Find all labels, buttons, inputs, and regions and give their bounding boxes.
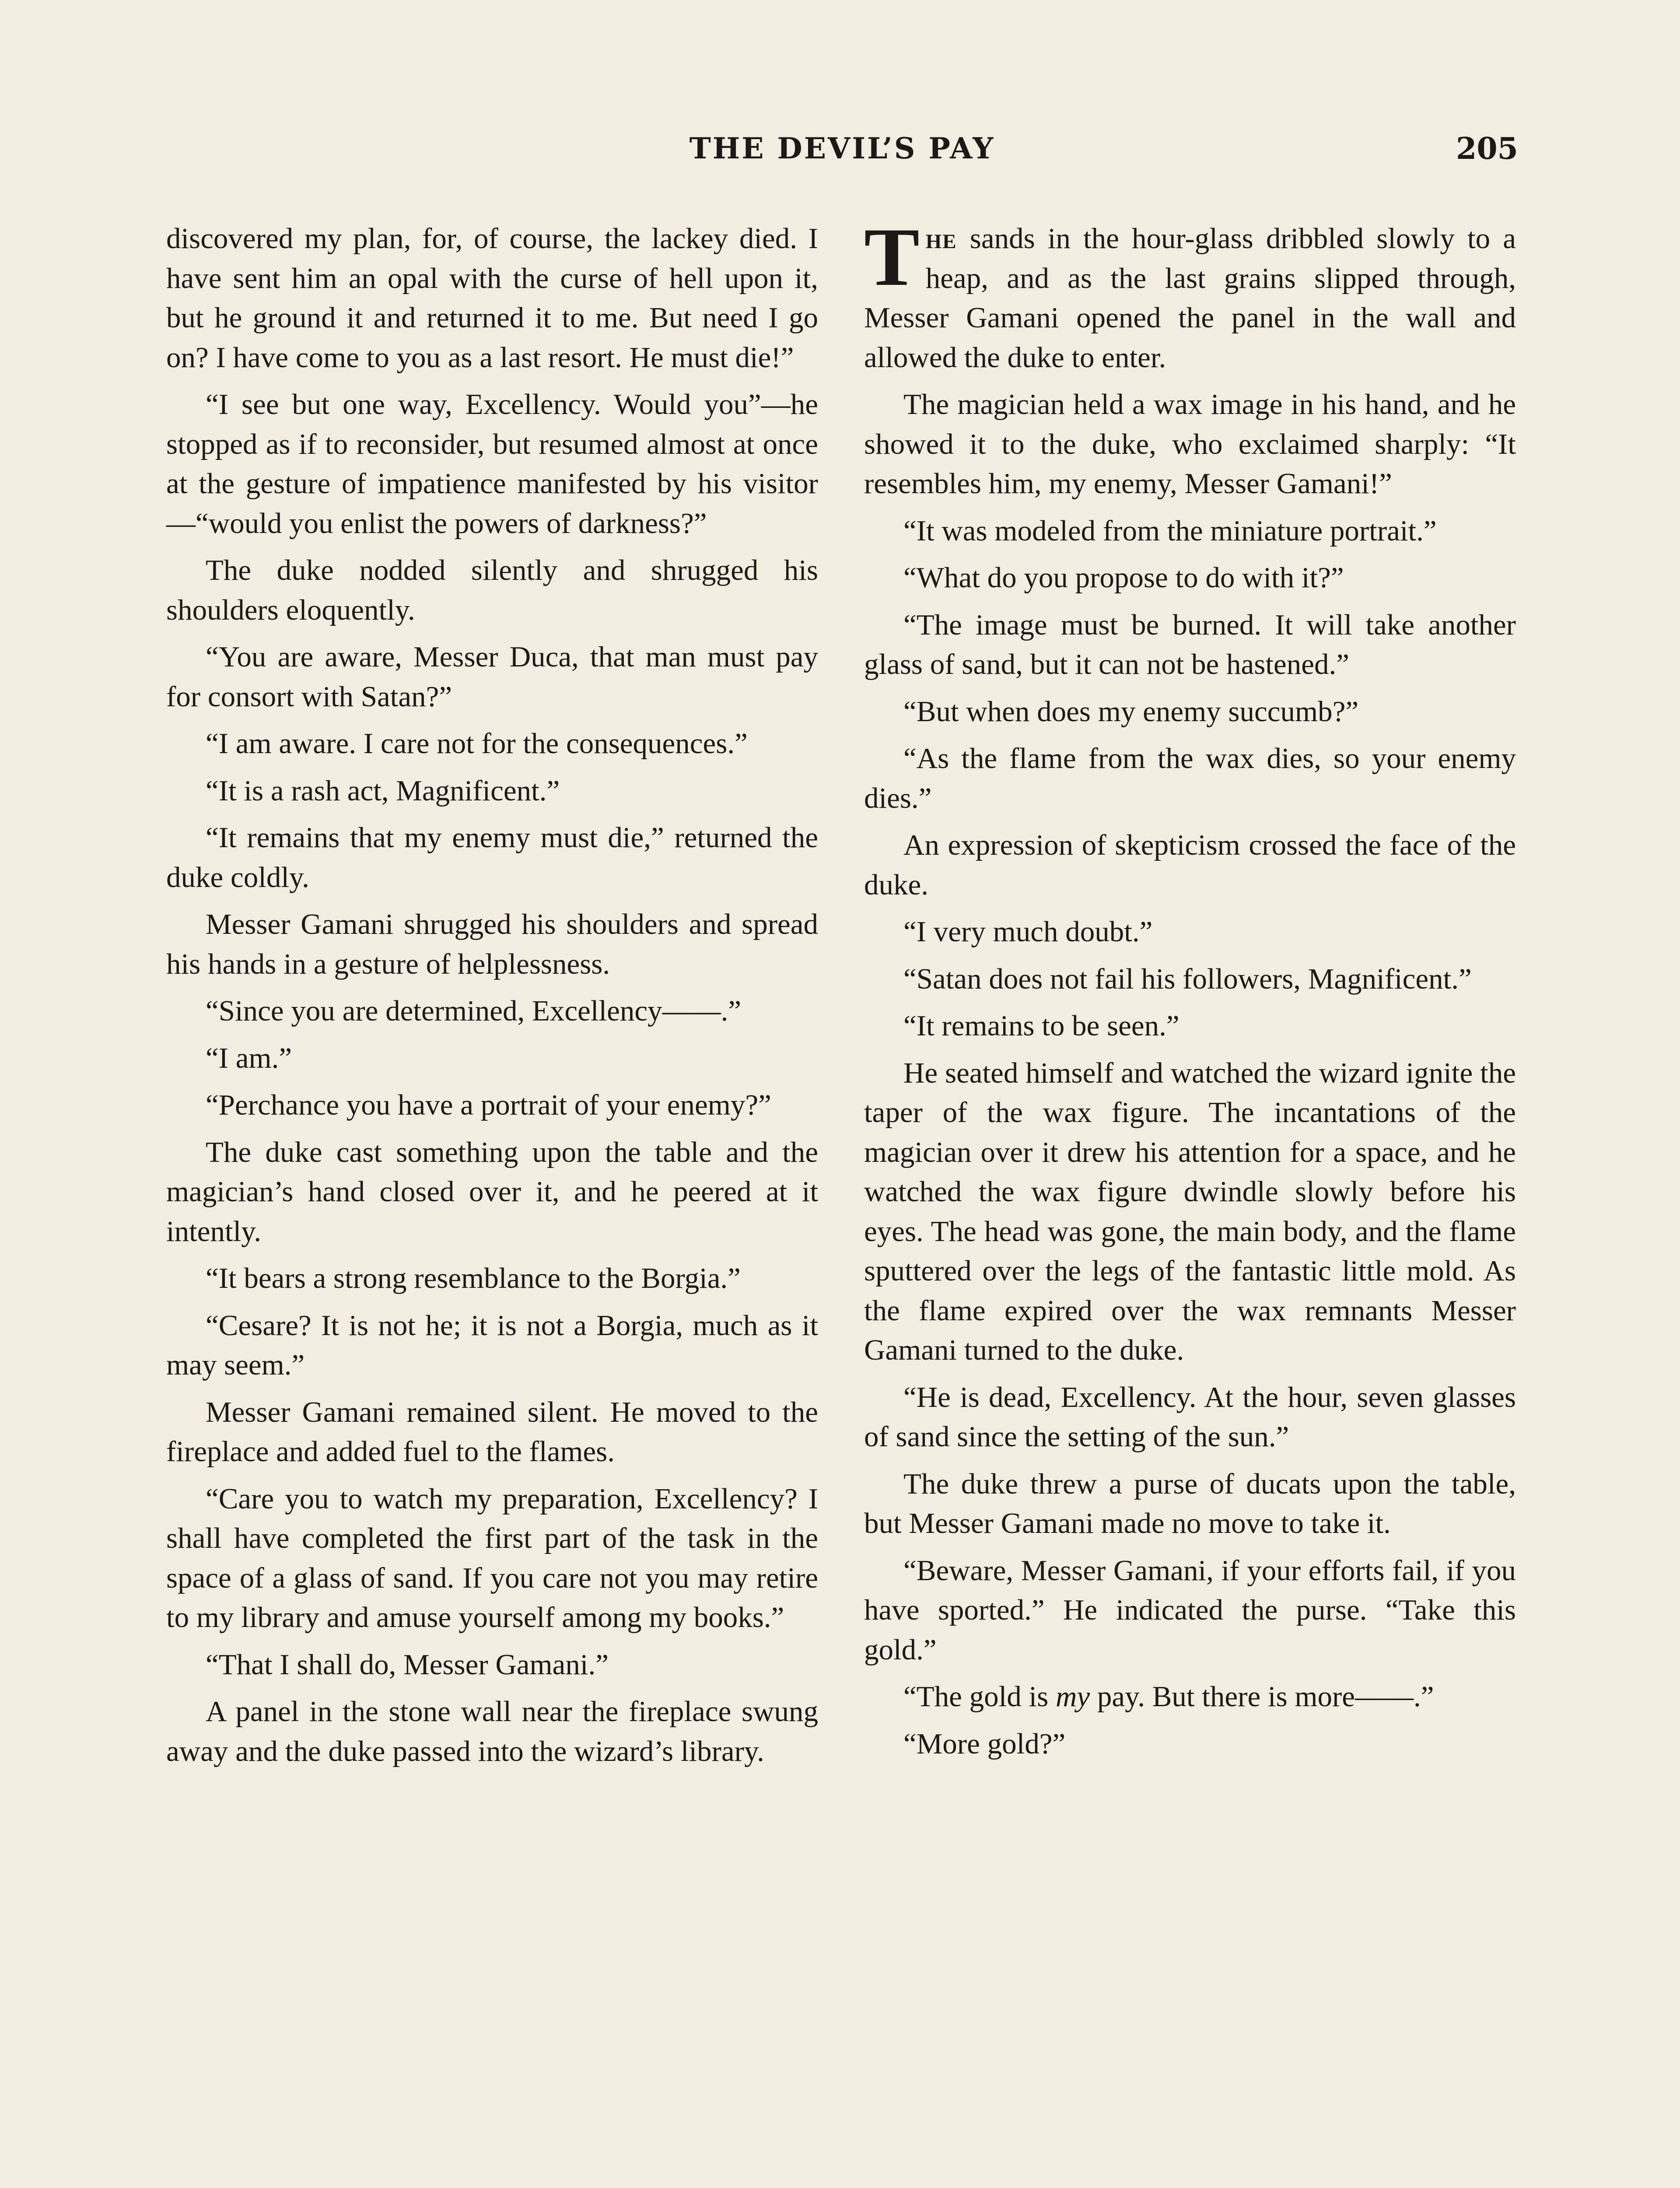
italic-word: my <box>1055 1680 1090 1713</box>
paragraph: “Beware, Messer Gamani, if your efforts fail, if you have sported.” He indicated the purse. “Take this gold.” <box>864 1554 1516 1666</box>
text-segment: pay. But there is more——.” <box>1090 1680 1434 1713</box>
paragraph: “Since you are determined, Excellency——.” <box>206 995 742 1027</box>
paragraph: “Care you to watch my preparation, Excellency? I shall have completed the first part of the task in the space of a glass of sand. If you care not you may retire to my library and amuse yourself among my books.” <box>166 1482 818 1634</box>
paragraph: “That I shall do, Messer Gamani.” <box>206 1648 609 1681</box>
paragraph: “What do you propose to do with it?” <box>903 561 1344 594</box>
paragraph: “The image must be burned. It will take another glass of sand, but it can not be hastened.” <box>864 608 1516 680</box>
paragraph: “But when does my enemy succumb?” <box>903 695 1359 728</box>
paragraph: “I see but one way, Excellency. Would you”—he stopped as if to reconsider, but resumed almost at once at the gesture of impatience manifested by his visitor—“would you enlist the powers of darkness?” <box>166 388 818 540</box>
paragraph: “As the flame from the wax dies, so your enemy dies.” <box>864 742 1516 814</box>
paragraph: Messer Gamani shrugged his shoulders and spread his hands in a gesture of helplessness. <box>166 908 818 980</box>
paragraph: He seated himself and watched the wizard ignite the taper of the wax figure. The incantations of the magician over it drew his attention for a space, and he watched the wax figure dwindle slowly before his eyes. The head was gone, the main body, and the flame sputtered over the legs of the fantastic little mold. As the flame expired over the wax remnants Messer Gamani turned to the duke. <box>864 1056 1516 1366</box>
left-column <box>166 219 818 1778</box>
paragraph: “It is a rash act, Magnificent.” <box>206 774 560 807</box>
paragraph: “It was modeled from the miniature portrait.” <box>903 514 1437 547</box>
paragraph <box>864 1677 1516 1717</box>
drop-cap: T <box>864 211 920 303</box>
paragraph: The duke nodded silently and shrugged his shoulders eloquently. <box>166 554 818 626</box>
paragraph: “I very much doubt.” <box>903 915 1153 948</box>
paragraph: “It remains that my enemy must die,” returned the duke coldly. <box>166 821 818 894</box>
paragraph: “It remains to be seen.” <box>903 1010 1180 1042</box>
paragraph: The duke threw a purse of ducats upon the table, but Messer Gamani made no move to take it. <box>864 1467 1516 1539</box>
running-header <box>166 131 1518 179</box>
opening-paragraph <box>864 211 1516 377</box>
paragraph: “I am aware. I care not for the consequences.” <box>206 727 748 760</box>
paragraph: “Cesare? It is not he; it is not a Borgia, much as it may seem.” <box>166 1309 818 1381</box>
paragraph: The magician held a wax image in his hand, and he showed it to the duke, who exclaimed sharply: “It resembles him, my enemy, Messer Gamani!” <box>864 388 1516 500</box>
paragraph: discovered my plan, for, of course, the lackey died. I have sent him an opal with the curse of hell upon it, but he ground it and returned it to me. But need I go on? I have come to you as a last resort. He must die!” <box>166 222 818 374</box>
opening-text: sands in the hour-glass dribbled slowly to a heap, and as the last grains slipped through, Messer Gamani opened the panel in the wall and allowed the duke to enter. <box>864 222 1516 374</box>
paragraph: The duke cast something upon the table and the magician’s hand closed over it, and he peered at it intently. <box>166 1136 818 1248</box>
paragraph: “It bears a strong resemblance to the Borgia.” <box>206 1262 741 1294</box>
page-number: 205 <box>1456 131 1518 166</box>
paragraph: An expression of skepticism crossed the face of the duke. <box>864 829 1516 901</box>
paragraph: Messer Gamani remained silent. He moved to the fireplace and added fuel to the flames. <box>166 1396 818 1468</box>
paragraph: A panel in the stone wall near the fireplace swung away and the duke passed into the wizard’s library. <box>166 1695 818 1767</box>
running-title: THE DEVIL’S PAY <box>689 131 995 165</box>
paragraph: “You are aware, Messer Duca, that man must pay for consort with Satan?” <box>166 641 818 713</box>
paragraph: “More gold?” <box>903 1727 1066 1760</box>
small-caps-lead: he <box>925 222 957 255</box>
text-segment: “The gold is <box>903 1680 1056 1713</box>
right-column <box>864 211 1516 1771</box>
paragraph: “He is dead, Excellency. At the hour, seven glasses of sand since the setting of the sun.” <box>864 1381 1516 1453</box>
paragraph: “Perchance you have a portrait of your enemy?” <box>206 1089 771 1121</box>
paragraph: “Satan does not fail his followers, Magnificent.” <box>903 962 1472 995</box>
paragraph: “I am.” <box>206 1041 292 1074</box>
